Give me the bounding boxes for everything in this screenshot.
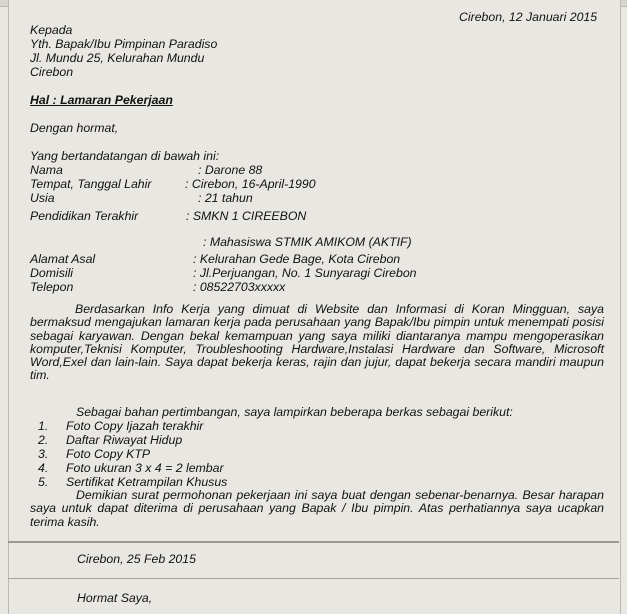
- closing-paragraph: Demikian surat permohonan pekerjaan ini saya buat dengan sebenar-benarnya. Besar harapan saya untuk dapat diterima di perusahaan yang Bapak / Ibu pimpin. Atas perhatiannya saya ucapkan terima kasih.: [30, 488, 604, 529]
- domisili-value: : Jl.Perjuangan, No. 1 Sunyaragi Cirebon: [193, 266, 417, 280]
- signature-date: Cirebon, 25 Feb 2015: [77, 552, 196, 566]
- attachment-num-2: 2.: [38, 433, 49, 447]
- attachment-num-4: 4.: [38, 461, 49, 475]
- alamat-label: Alamat Asal: [30, 252, 96, 266]
- pendidikan-value-2: : Mahasiswa STMIK AMIKOM (AKTIF): [203, 235, 412, 249]
- usia-label: Usia: [30, 191, 55, 205]
- attachment-num-5: 5.: [38, 475, 49, 489]
- greeting: Dengan hormat,: [30, 121, 119, 135]
- attachments-intro: Sebagai bahan pertimbangan, saya lampirkan beberapa berkas sebagai berikut:: [76, 405, 513, 419]
- recipient-to: Kepada: [30, 23, 73, 37]
- attachment-item-1: Foto Copy Ijazah terakhir: [66, 419, 204, 433]
- recipient-city: Cirebon: [30, 65, 74, 79]
- intro-text: Yang bertandatangan di bawah ini:: [30, 149, 220, 163]
- nama-value: : Darone 88: [198, 163, 263, 177]
- pendidikan-label: Pendidikan Terakhir: [30, 209, 139, 223]
- usia-value: : 21 tahun: [198, 191, 253, 205]
- pendidikan-value: : SMKN 1 CIREEBON: [186, 209, 307, 223]
- signature-regards: Hormat Saya,: [77, 591, 153, 605]
- attachment-item-3: Foto Copy KTP: [66, 447, 151, 461]
- alamat-value: : Kelurahan Gede Bage, Kota Cirebon: [193, 252, 401, 266]
- telepon-value: : 08522703xxxxx: [193, 280, 286, 294]
- telepon-label: Telepon: [30, 280, 74, 294]
- attachment-item-4: Foto ukuran 3 x 4 = 2 lembar: [66, 461, 224, 475]
- letter-date: Cirebon, 12 Januari 2015: [459, 10, 598, 24]
- body-paragraph: Berdasarkan Info Kerja yang dimuat di Website dan Informasi di Koran Mingguan, saya bermaksud mengajukan lamaran kerja pada perusahaan yang Bapak/Ibu pimpin untuk menempati posisi sebagai karyawan. Dengan bekal kemampuan yang saya miliki diantaranya mampu mengoperasikan komputer,Teknisi Komputer, Troubleshooting Hardware,Instalasi Hardware dan Software, Microsoft Word,Exel dan lain-lain. Saya dapat bekerja keras, rajin dan jujur, dapat bekerja secara mandiri maupun tim.: [30, 302, 604, 383]
- recipient-address: Jl. Mundu 25, Kelurahan Mundu: [30, 51, 205, 65]
- attachment-num-3: 3.: [38, 447, 49, 461]
- ttl-label: Tempat, Tanggal Lahir: [30, 177, 152, 191]
- nama-label: Nama: [30, 163, 63, 177]
- attachment-item-5: Sertifikat Ketrampilan Khusus: [66, 475, 228, 489]
- domisili-label: Domisili: [30, 266, 74, 280]
- section-divider: [8, 578, 619, 579]
- recipient-name: Yth. Bapak/Ibu Pimpinan Paradiso: [30, 37, 218, 51]
- section-divider: [8, 541, 619, 543]
- ttl-value: : Cirebon, 16-April-1990: [185, 177, 316, 191]
- attachment-num-1: 1.: [38, 419, 49, 433]
- subject-line: Hal : Lamaran Pekerjaan: [30, 93, 173, 107]
- attachment-item-2: Daftar Riwayat Hidup: [66, 433, 183, 447]
